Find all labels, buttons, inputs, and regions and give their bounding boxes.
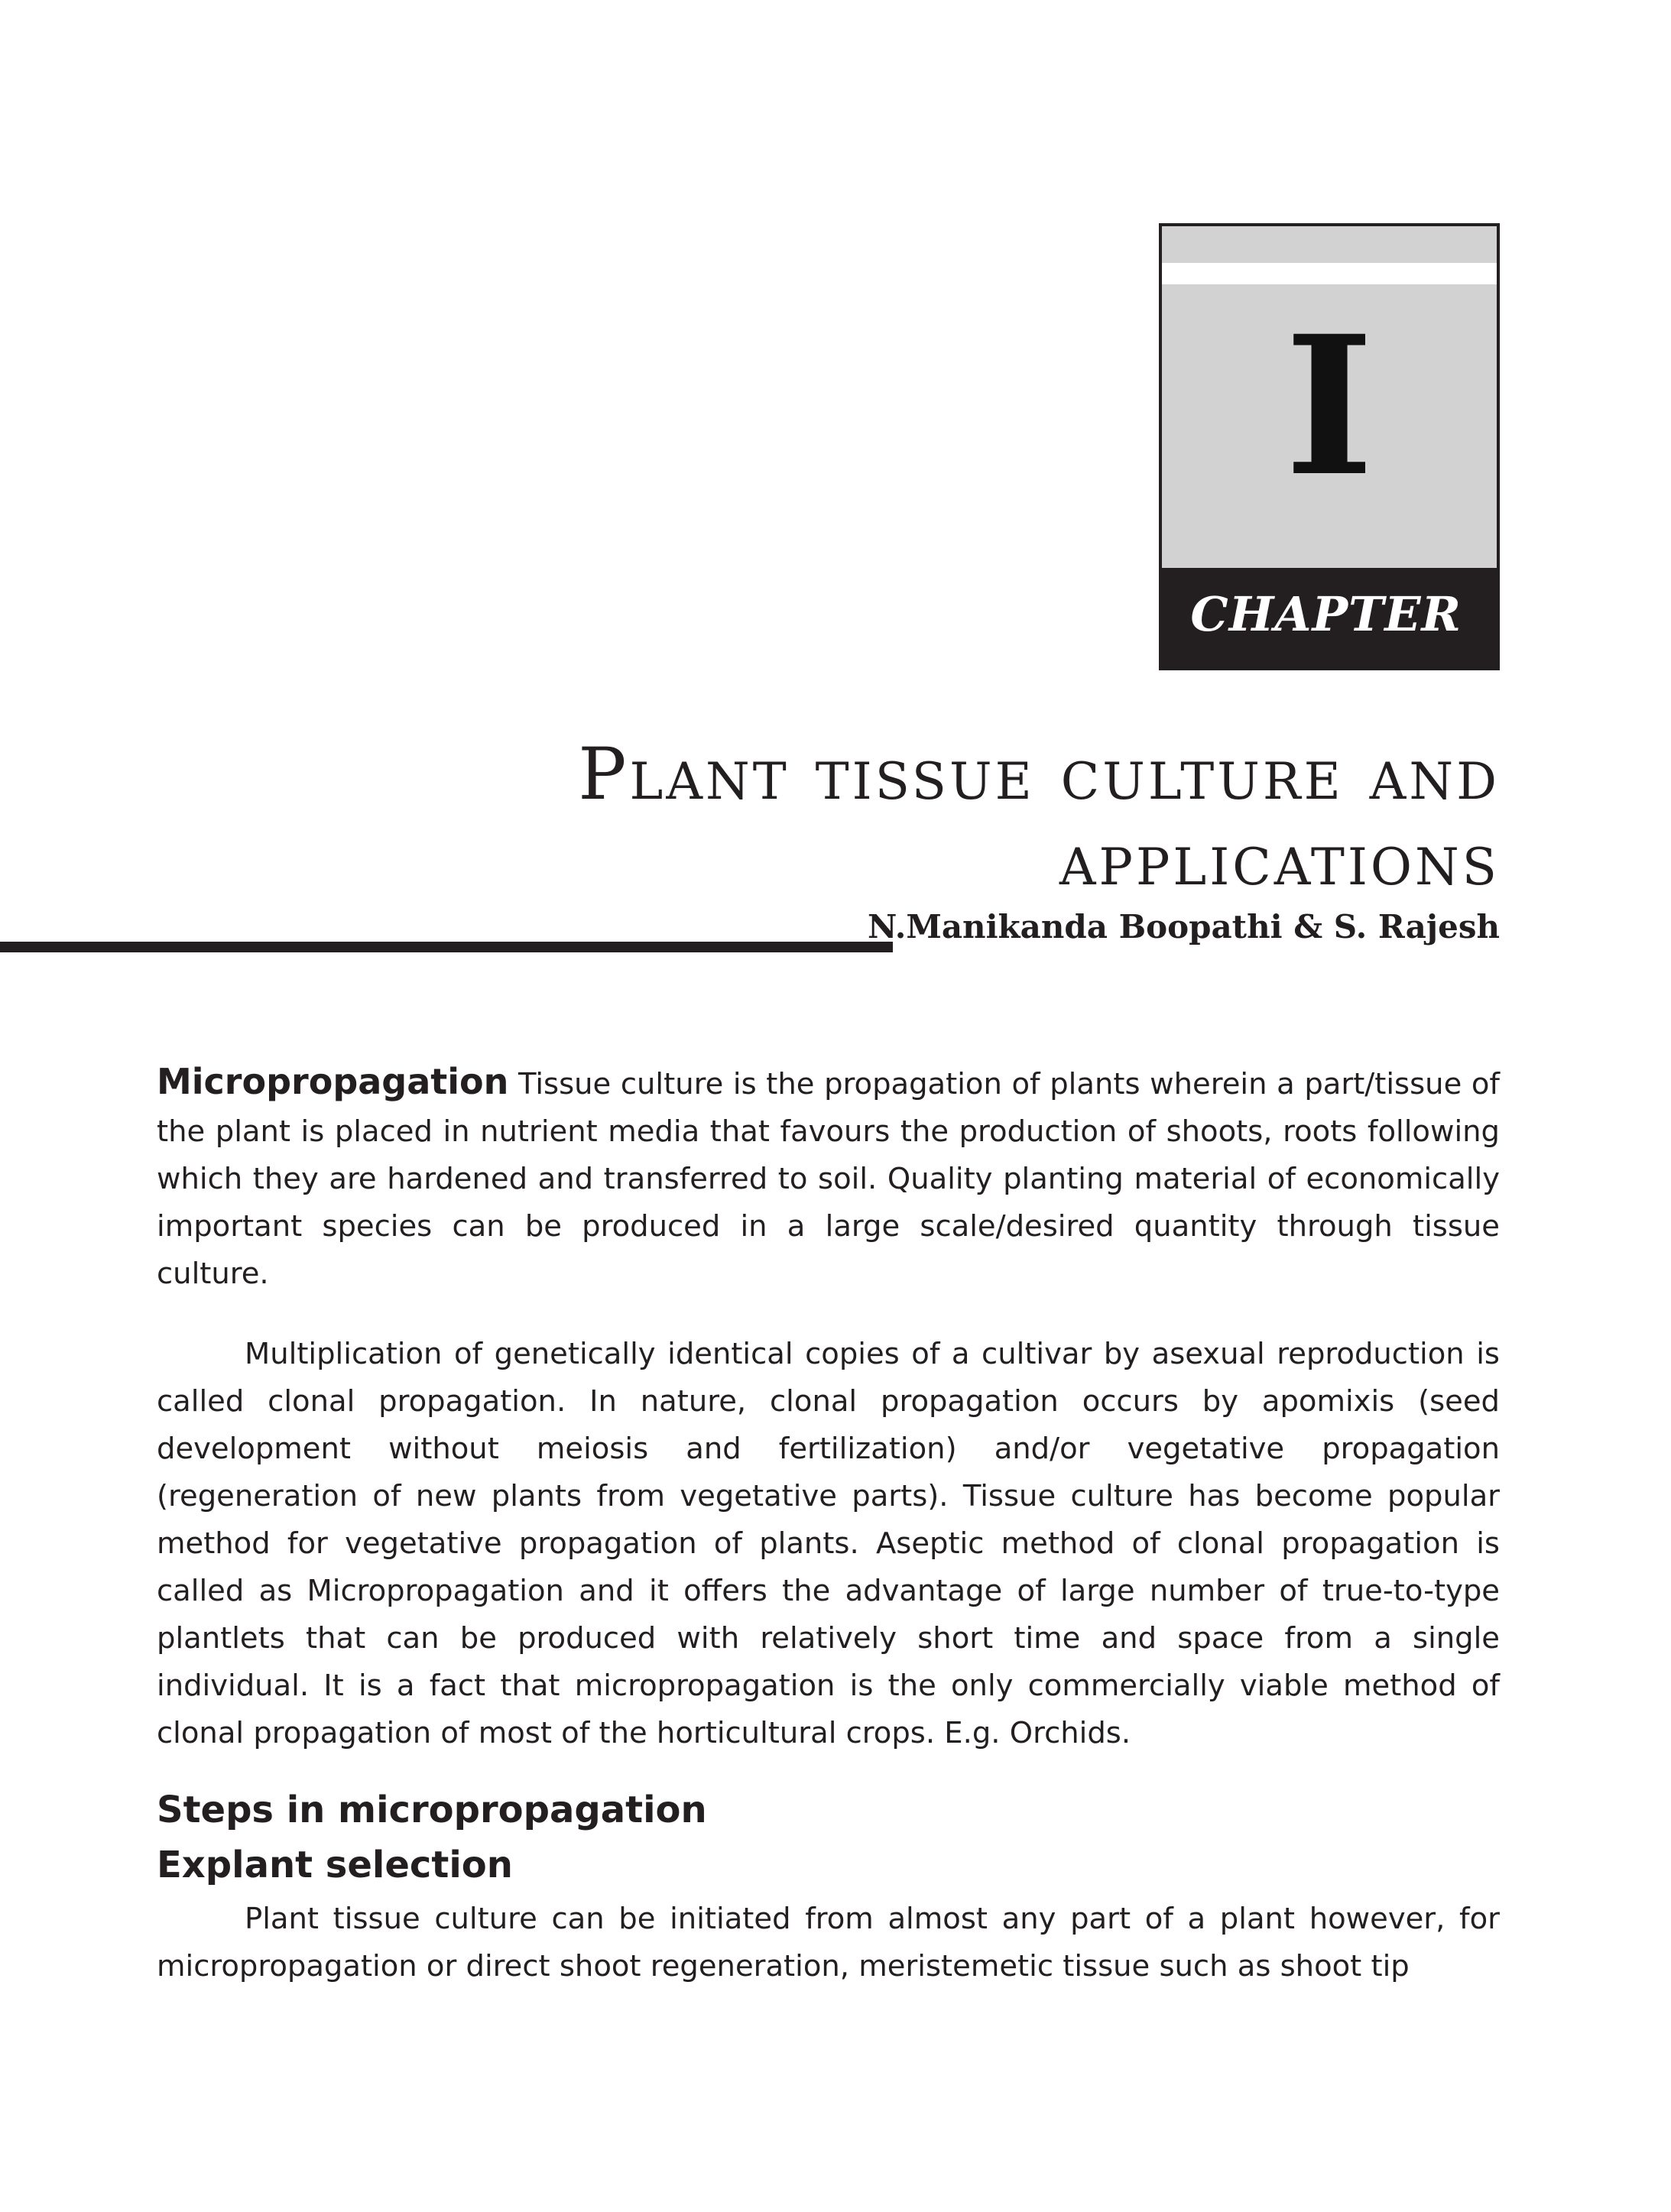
explant-paragraph: Plant tissue culture can be initiated from almost any part of a plant however, for micropropagation or direct shoot regeneration, meristemetic tissue such as shoot tip <box>157 1902 1500 1983</box>
explant-heading: Explant selection <box>157 1844 513 1886</box>
micropropagation-term: Micropropagation <box>157 1061 509 1102</box>
clonal-propagation-paragraph: Multiplication of genetically identical copies of a cultivar by asexual reproduction is called clonal propagation. In nature, clonal propagation occurs by apomixis (seed development without meiosis and fertilization) and/or vegetative propagation (regeneration of new plants from vegetative parts). Tissue culture has become popular method for vegetative propagation of plants. Aseptic method of clonal propagation is called as Micropropagation and it offers the advantage of large number of true-to-type plantlets that can be produced with relatively short time and space from a single individual. It is a fact that micropropagation is the only commercially viable method of clonal propagation of most of the horticultural crops. E.g. Orchids. <box>157 1337 1500 1750</box>
chapter-body <box>157 1058 1500 1990</box>
chapter-numeral: I <box>1284 294 1374 518</box>
chapter-badge-stripe <box>1162 263 1497 284</box>
chapter-label: CHAPTER <box>1190 586 1462 642</box>
chapter-title <box>277 732 1500 903</box>
chapter-badge-top-band <box>1162 226 1497 263</box>
chapter-badge <box>1159 223 1500 670</box>
chapter-label-bar <box>1162 568 1497 667</box>
title-rule <box>0 942 893 952</box>
steps-heading: Steps in micropropagation <box>157 1789 707 1831</box>
chapter-title-line-2: applications <box>1059 819 1500 902</box>
micropropagation-paragraph <box>157 1058 1500 1298</box>
chapter-authors: N.Manikanda Boopathi & S. Rajesh <box>868 908 1500 945</box>
micropropagation-text: Tissue culture is the propagation of plants wherein a part/tissue of the plant is placed in nutrient media that favours the production of shoots, roots following which they are hardened and transferred to soil. Quality planting material of economically important species can be produced in a large scale/desired quantity through tissue culture. <box>157 1067 1500 1291</box>
chapter-title-line-1: Plant tissue culture and <box>578 733 1500 816</box>
